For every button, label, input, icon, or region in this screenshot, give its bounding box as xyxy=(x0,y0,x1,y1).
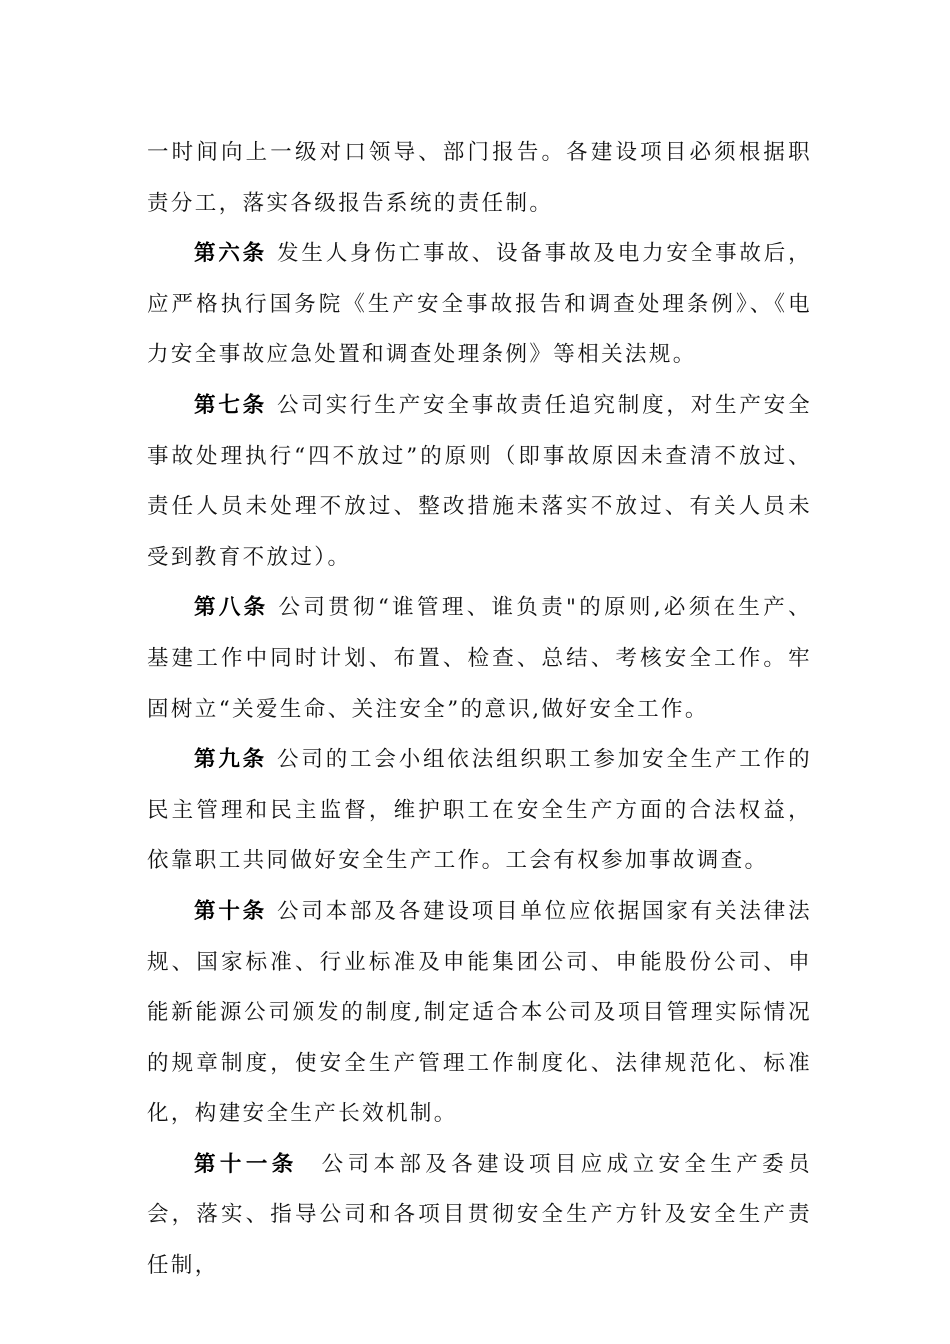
article-number: 第六条 xyxy=(194,241,268,267)
article-number: 第七条 xyxy=(194,392,268,418)
article-text: 发生人身伤亡事故、设备事故及电力安全事故后，应严格执行国务院《生产安全事故报告和调查处理条例》、《电力安全事故应急处置和调查处理条例》等相关法规。 xyxy=(147,241,812,368)
article-7 xyxy=(147,381,812,583)
article-text: 公司本部及各建设项目单位应依据国家有关法律法规、国家标准、行业标准及申能集团公司、申能股份公司、申能新能源公司颁发的制度,制定适合本公司及项目管理实际情况的规章制度，使安全生产管理工作制度化、法律规范化、标准化，构建安全生产长效机制。 xyxy=(147,898,812,1127)
article-9 xyxy=(147,735,812,887)
article-8 xyxy=(147,583,812,735)
article-number: 第八条 xyxy=(194,595,269,621)
article-6 xyxy=(147,229,812,381)
article-text: 公司的工会小组依法组织职工参加安全生产工作的民主管理和民主监督，维护职工在安全生产方面的合法权益，依靠职工共同做好安全生产工作。工会有权参加事故调查。 xyxy=(147,747,812,874)
article-number: 第十一条 xyxy=(194,1151,298,1177)
article-11 xyxy=(147,1140,812,1292)
article-number: 第十条 xyxy=(194,898,268,924)
article-text: 公司本部及各建设项目应成立安全生产委员会，落实、指导公司和各项目贯彻安全生产方针及安全生产责任制， xyxy=(147,1151,812,1279)
article-text: 公司实行生产安全事故责任追究制度，对生产安全事故处理执行“四不放过”的原则（即事故原因未查清不放过、责任人员未处理不放过、整改措施未落实不放过、有关人员未受到教育不放过）。 xyxy=(147,392,812,570)
document-body xyxy=(147,128,812,1292)
article-text: 公司贯彻“谁管理、谁负责"的原则,必须在生产、基建工作中同时计划、布置、检查、总结、考核安全工作。牢固树立“关爱生命、关注安全”的意识,做好安全工作。 xyxy=(147,595,813,722)
paragraph-continuation xyxy=(147,128,812,229)
paragraph-text: 一时间向上一级对口领导、部门报告。各建设项目必须根据职责分工，落实各级报告系统的责任制。 xyxy=(147,140,812,216)
article-10 xyxy=(147,887,812,1140)
article-number: 第九条 xyxy=(194,747,268,773)
